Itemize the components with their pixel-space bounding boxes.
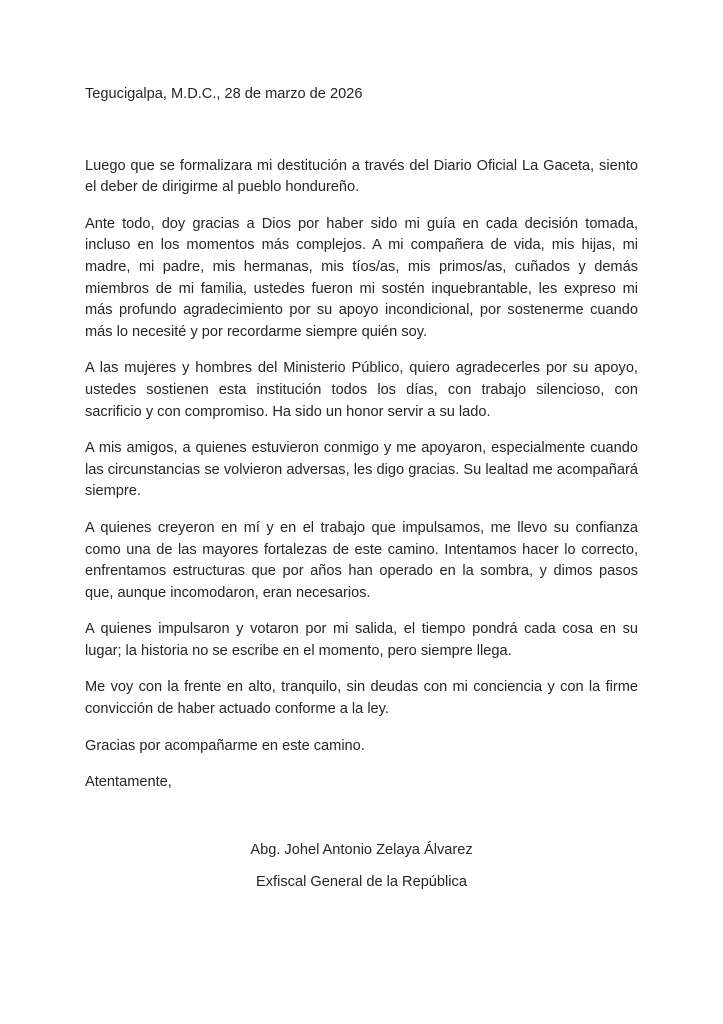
- letter-paragraph-intro: Luego que se formalizara mi destitución a través del Diario Oficial La Gaceta, siento el deber de dirigirme al pueblo hondureño.: [85, 157, 638, 196]
- date-line: Tegucigalpa, M.D.C., 28 de marzo de 2026: [85, 86, 363, 102]
- signature-title: Exfiscal General de la República: [256, 874, 467, 891]
- letter-paragraph-confianza: A quienes creyeron en mí y en el trabajo que impulsamos, me llevo su confianza como una de las mayores fortalezas de este camino. Intentamos hacer lo correcto, enfrentamos estructuras que por años han operado en la sombra, y dimos pasos que, aunque incomodaron, eran necesarios.: [85, 519, 638, 601]
- closing-salutation: Atentamente,: [85, 774, 172, 791]
- signature-block: [85, 840, 638, 894]
- signature-name: Abg. Johel Antonio Zelaya Álvarez: [250, 841, 473, 858]
- letter-paragraph-amigos: A mis amigos, a quienes estuvieron conmigo y me apoyaron, especialmente cuando las circunstancias se volvieron adversas, les digo gracias. Su lealtad me acompañará siempre.: [85, 440, 638, 500]
- letter-paragraph-ministerio: A las mujeres y hombres del Ministerio Público, quiero agradecerles por su apoyo, ustedes sostienen esta institución todos los días, con trabajo silencioso, con sacrificio y con compromiso. Ha sido un honor servir a su lado.: [85, 360, 638, 420]
- letter-paragraph-salida: A quienes impulsaron y votaron por mi salida, el tiempo pondrá cada cosa en su lugar; la historia no se escribe en el momento, pero siempre llega.: [85, 621, 638, 659]
- letter-paragraph-conciencia: Me voy con la frente en alto, tranquilo, sin deudas con mi conciencia y con la firme convicción de haber actuado conforme a la ley.: [85, 679, 638, 718]
- letter-paragraph-family: Ante todo, doy gracias a Dios por haber sido mi guía en cada decisión tomada, incluso en los momentos más complejos. A mi compañera de vida, mis hijas, mi madre, mi padre, mis hermanas, mis tíos/as, mis primos/as, cuñados y demás miembros de mi familia, ustedes fueron mi sostén inquebrantable, les expreso mi más profundo agradecimiento por su apoyo incondicional, por sostenerme cuando más lo necesité y por recordarme siempre quién soy.: [85, 215, 638, 340]
- letter-paragraph-gracias: Gracias por acompañarme en este camino.: [85, 737, 365, 754]
